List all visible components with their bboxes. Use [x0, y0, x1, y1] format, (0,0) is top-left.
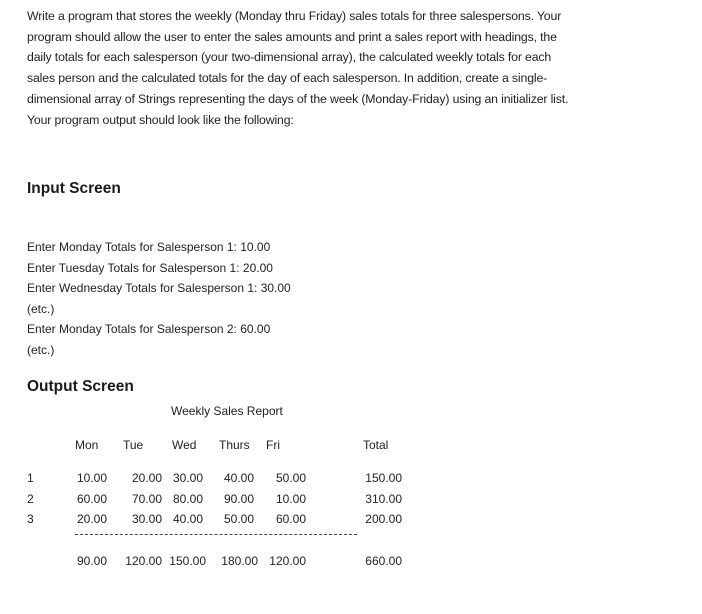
cell-total: 150.00 — [365, 471, 402, 485]
cell-mon: 60.00 — [76, 492, 107, 506]
assignment-description — [27, 6, 667, 130]
cell-mon: 20.00 — [76, 512, 107, 526]
input-line: (etc.) — [27, 342, 55, 357]
input-line: Enter Monday Totals for Salesperson 2: 60.00 — [27, 322, 271, 337]
cell-wed: 80.00 — [172, 492, 203, 506]
description-line: daily totals for each salesperson (your two-dimensional array), the calculated weekly totals for each — [27, 50, 552, 65]
total-thurs: 180.00 — [221, 554, 258, 568]
output-screen-heading: Output Screen — [27, 378, 134, 395]
input-screen-heading: Input Screen — [27, 180, 121, 197]
description-line: program should allow the user to enter the sales amounts and print a sales report with headings, the — [27, 29, 557, 44]
total-fri: 120.00 — [269, 554, 306, 568]
cell-wed: 40.00 — [172, 512, 203, 526]
row-id: 1 — [27, 471, 34, 485]
description-line: dimensional array of Strings representing the days of the week (Monday-Friday) using an initializer list. — [27, 91, 569, 106]
description-line: Write a program that stores the weekly (Monday thru Friday) sales totals for three salespersons. Your — [27, 9, 562, 23]
row-id: 3 — [27, 512, 34, 526]
cell-thurs: 40.00 — [223, 471, 254, 485]
cell-total: 310.00 — [365, 492, 402, 506]
cell-mon: 10.00 — [76, 471, 107, 485]
header-wed: Wed — [172, 438, 197, 452]
cell-wed: 30.00 — [172, 471, 203, 485]
input-line: Enter Tuesday Totals for Salesperson 1: 20.00 — [27, 260, 273, 275]
header-mon: Mon — [75, 438, 99, 452]
total-mon: 90.00 — [76, 554, 107, 568]
cell-total: 200.00 — [365, 512, 402, 526]
cell-tue: 30.00 — [131, 512, 162, 526]
total-tue: 120.00 — [125, 554, 162, 568]
report-title: Weekly Sales Report — [171, 404, 283, 418]
input-line: (etc.) — [27, 301, 55, 316]
description-line: sales person and the calculated totals for the day of each salesperson. In addition, create a single- — [27, 71, 548, 86]
header-thurs: Thurs — [219, 438, 250, 452]
header-total: Total — [363, 438, 389, 452]
input-line: Enter Wednesday Totals for Salesperson 1: 30.00 — [27, 281, 291, 296]
row-id: 2 — [27, 492, 34, 506]
cell-fri: 60.00 — [275, 512, 306, 526]
cell-thurs: 90.00 — [223, 492, 254, 506]
cell-fri: 50.00 — [275, 471, 306, 485]
cell-tue: 20.00 — [131, 471, 162, 485]
total-wed: 150.00 — [169, 554, 206, 568]
input-screen-example — [27, 237, 291, 361]
header-tue: Tue — [123, 438, 144, 452]
cell-tue: 70.00 — [131, 492, 162, 506]
cell-fri: 10.00 — [275, 492, 306, 506]
grand-total: 660.00 — [365, 554, 402, 568]
input-line: Enter Monday Totals for Salesperson 1: 10.00 — [27, 240, 271, 254]
cell-thurs: 50.00 — [223, 512, 254, 526]
separator-line — [75, 534, 357, 535]
header-fri: Fri — [266, 438, 280, 452]
description-line: Your program output should look like the following: — [27, 112, 294, 127]
